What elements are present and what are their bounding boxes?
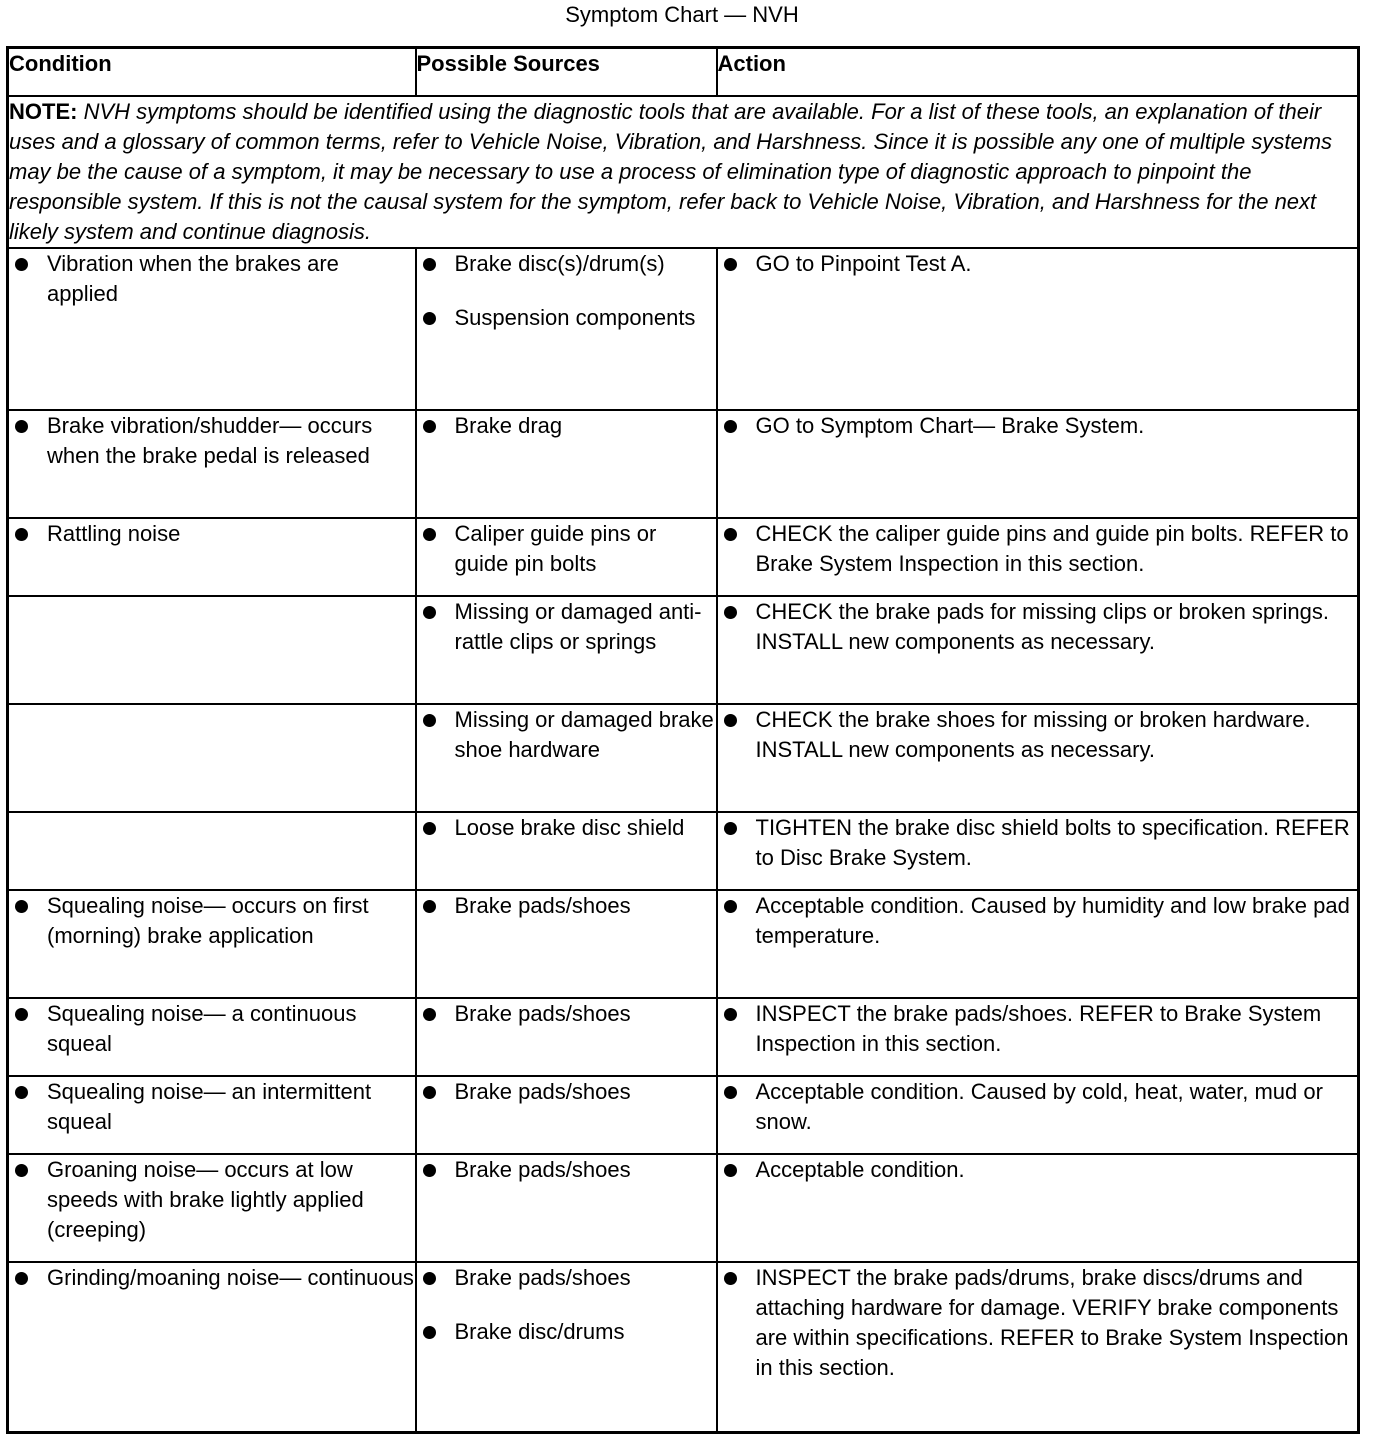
bullet-icon <box>724 900 737 913</box>
bullet-icon <box>15 1272 28 1285</box>
list-item <box>417 1263 716 1293</box>
list-item <box>718 705 1358 765</box>
action-cell <box>717 410 1359 518</box>
bullet-icon <box>423 606 436 619</box>
condition-text: Grinding/moaning noise— continuous <box>47 1265 414 1290</box>
header-row <box>8 48 1359 97</box>
action-text: GO to Symptom Chart— Brake System. <box>755 413 1145 438</box>
list-item <box>9 1263 415 1293</box>
condition-cell <box>8 248 416 410</box>
source-text: Brake drag <box>454 413 563 438</box>
bullet-icon <box>423 420 436 433</box>
possible-sources-cell <box>416 998 717 1076</box>
condition-text: Squealing noise— an intermittent squeal <box>47 1079 372 1134</box>
action-text: Acceptable condition. Caused by cold, heat, water, mud or snow. <box>755 1079 1323 1134</box>
note-text: NVH symptoms should be identified using the diagnostic tools that are available. For a list of these tools, an explanation of their uses and a glossary of common terms, refer to Vehicle Noise, Vibration, and Harshness. Since it is possible any one of multiple systems may be the cause of a symptom, it may be necessary to use a process of elimination type of diagnostic approach to pinpoint the responsible system. If this is not the causal system for the symptom, refer back to Vehicle Noise, Vibration, and Harshness for the next likely system and continue diagnosis. <box>9 99 1333 244</box>
bullet-icon <box>423 714 436 727</box>
list-item <box>417 1077 716 1107</box>
list-item <box>9 1155 415 1245</box>
bullet-icon <box>724 714 737 727</box>
note-label: NOTE: <box>9 99 78 124</box>
bullet-icon <box>15 420 28 433</box>
action-cell <box>717 812 1359 890</box>
bullet-icon <box>724 420 737 433</box>
action-text: INSPECT the brake pads/shoes. REFER to Brake System Inspection in this section. <box>755 1001 1322 1056</box>
bullet-icon <box>423 258 436 271</box>
action-cell <box>717 1076 1359 1154</box>
possible-sources-cell <box>416 890 717 998</box>
table-row <box>8 998 1359 1076</box>
list-item <box>9 411 415 471</box>
bullet-icon <box>15 900 28 913</box>
source-text: Brake pads/shoes <box>454 1001 631 1026</box>
possible-sources-cell <box>416 812 717 890</box>
header-action: Action <box>717 48 1359 97</box>
table-row <box>8 1076 1359 1154</box>
list-item <box>718 1077 1358 1137</box>
bullet-icon <box>423 312 436 325</box>
bullet-icon <box>15 1164 28 1177</box>
possible-sources-cell <box>416 410 717 518</box>
list-item <box>718 999 1358 1059</box>
list-item <box>417 1317 716 1347</box>
source-text: Brake pads/shoes <box>454 1157 631 1182</box>
source-text: Suspension components <box>454 305 696 330</box>
condition-cell <box>8 518 416 596</box>
source-text: Caliper guide pins or guide pin bolts <box>454 521 657 576</box>
table-row <box>8 1262 1359 1432</box>
bullet-icon <box>724 606 737 619</box>
action-text: CHECK the brake shoes for missing or broken hardware. INSTALL new components as necessary. <box>755 707 1311 762</box>
list-item <box>417 411 716 441</box>
action-text: TIGHTEN the brake disc shield bolts to specification. REFER to Disc Brake System. <box>755 815 1350 870</box>
bullet-icon <box>423 1086 436 1099</box>
condition-cell <box>8 1076 416 1154</box>
bullet-icon <box>724 1008 737 1021</box>
bullet-icon <box>423 1164 436 1177</box>
possible-sources-cell <box>416 518 717 596</box>
bullet-icon <box>724 822 737 835</box>
list-item <box>718 1263 1358 1383</box>
table-row <box>8 890 1359 998</box>
list-item <box>718 813 1358 873</box>
condition-text: Squealing noise— a continuous squeal <box>47 1001 357 1056</box>
table-row <box>8 410 1359 518</box>
source-text: Brake pads/shoes <box>454 893 631 918</box>
action-text: Acceptable condition. Caused by humidity and low brake pad temperature. <box>755 893 1350 948</box>
action-cell <box>717 596 1359 704</box>
bullet-icon <box>423 900 436 913</box>
action-cell <box>717 1262 1359 1432</box>
possible-sources-cell <box>416 596 717 704</box>
bullet-icon <box>423 1008 436 1021</box>
condition-text: Brake vibration/shudder— occurs when the brake pedal is released <box>47 413 373 468</box>
list-item <box>417 999 716 1029</box>
bullet-icon <box>423 528 436 541</box>
bullet-icon <box>724 1086 737 1099</box>
action-cell <box>717 248 1359 410</box>
possible-sources-cell <box>416 1154 717 1262</box>
bullet-icon <box>423 1326 436 1339</box>
condition-cell <box>8 410 416 518</box>
header-condition: Condition <box>8 48 416 97</box>
condition-text: Groaning noise— occurs at low speeds with brake lightly applied (creeping) <box>47 1157 364 1242</box>
chart-title: Symptom Chart — NVH <box>565 2 799 27</box>
action-text: CHECK the brake pads for missing clips or broken springs. INSTALL new components as necessary. <box>755 599 1329 654</box>
table-row <box>8 248 1359 410</box>
condition-cell <box>8 890 416 998</box>
bullet-icon <box>724 258 737 271</box>
bullet-icon <box>724 1164 737 1177</box>
condition-cell <box>8 998 416 1076</box>
list-item <box>718 597 1358 657</box>
list-item <box>9 1077 415 1137</box>
action-cell <box>717 998 1359 1076</box>
bullet-icon <box>15 528 28 541</box>
condition-text: Vibration when the brakes are applied <box>47 251 339 306</box>
action-text: GO to Pinpoint Test A. <box>755 251 972 276</box>
note-row <box>8 96 1359 248</box>
header-possible-sources: Possible Sources <box>416 48 717 97</box>
condition-text: Squealing noise— occurs on first (morning) brake application <box>47 893 369 948</box>
source-text: Brake disc/drums <box>454 1319 625 1344</box>
list-item <box>718 519 1358 579</box>
bullet-icon <box>724 1272 737 1285</box>
table-row <box>8 812 1359 890</box>
bullet-icon <box>15 258 28 271</box>
list-item <box>417 891 716 921</box>
source-text: Loose brake disc shield <box>454 815 685 840</box>
source-text: Missing or damaged anti-rattle clips or springs <box>454 599 702 654</box>
list-item <box>9 999 415 1059</box>
possible-sources-cell <box>416 704 717 812</box>
source-text: Missing or damaged brake shoe hardware <box>454 707 714 762</box>
table-row <box>8 518 1359 596</box>
bullet-icon <box>15 1008 28 1021</box>
table-row <box>8 704 1359 812</box>
bullet-icon <box>724 528 737 541</box>
source-text: Brake pads/shoes <box>454 1079 631 1104</box>
action-cell <box>717 890 1359 998</box>
table-row <box>8 596 1359 704</box>
symptom-chart-table <box>6 46 1360 1434</box>
condition-text: Rattling noise <box>47 521 181 546</box>
action-text: CHECK the caliper guide pins and guide pin bolts. REFER to Brake System Inspection in this section. <box>755 521 1349 576</box>
action-cell <box>717 518 1359 596</box>
condition-cell <box>8 812 416 890</box>
possible-sources-cell <box>416 248 717 410</box>
bullet-icon <box>423 1272 436 1285</box>
condition-cell <box>8 704 416 812</box>
note-cell <box>8 96 1359 248</box>
condition-cell <box>8 1262 416 1432</box>
list-item <box>417 1155 716 1185</box>
possible-sources-cell <box>416 1076 717 1154</box>
list-item <box>718 1155 1358 1185</box>
action-text: Acceptable condition. <box>755 1157 965 1182</box>
action-text: INSPECT the brake pads/drums, brake discs/drums and attaching hardware for damage. VERIFY brake components are within specifications. REFER to Brake System Inspection in this section. <box>755 1265 1349 1380</box>
list-item <box>417 705 716 765</box>
list-item <box>417 249 716 279</box>
list-item <box>9 891 415 951</box>
list-item <box>417 813 716 843</box>
list-item <box>417 597 716 657</box>
condition-cell <box>8 1154 416 1262</box>
source-text: Brake disc(s)/drum(s) <box>454 251 665 276</box>
list-item <box>718 891 1358 951</box>
source-text: Brake pads/shoes <box>454 1265 631 1290</box>
list-item <box>417 303 716 333</box>
action-cell <box>717 704 1359 812</box>
possible-sources-cell <box>416 1262 717 1432</box>
condition-cell <box>8 596 416 704</box>
table-row <box>8 1154 1359 1262</box>
list-item <box>9 519 415 549</box>
list-item <box>417 519 716 579</box>
action-cell <box>717 1154 1359 1262</box>
list-item <box>718 411 1358 441</box>
list-item <box>9 249 415 309</box>
bullet-icon <box>15 1086 28 1099</box>
bullet-icon <box>423 822 436 835</box>
list-item <box>718 249 1358 279</box>
